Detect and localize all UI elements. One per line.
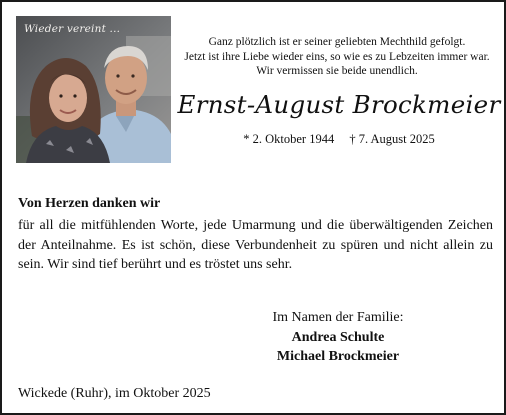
couple-photo-illustration: [16, 16, 171, 163]
death-date: † 7. August 2025: [349, 132, 435, 146]
signature-name: Michael Brockmeier: [276, 349, 400, 364]
photo-caption: Wieder vereint ...: [24, 23, 121, 35]
verse-line: Jetzt ist ihre Liebe wieder eins, so wie es zu Lebzeiten immer war.: [184, 50, 490, 63]
place-date: Wickede (Ruhr), im Oktober 2025: [18, 386, 211, 401]
verse-line: Wir vermissen sie beide unendlich.: [256, 65, 418, 77]
life-dates: [174, 132, 504, 147]
thanks-body: für all die mitfühlenden Worte, jede Umarmung und die überwältigenden Zeichen der Anteilnahme. Es ist schön, diese Verbundenheit zu spüren und nicht allein zu sein. Wir sind tief berührt und es tröstet uns sehr.: [18, 218, 493, 272]
deceased-name: Ernst-August Brockmeier: [177, 90, 501, 119]
signature-block: [238, 308, 438, 367]
couple-photo: [16, 16, 171, 163]
signature-intro: Im Namen der Familie:: [272, 310, 404, 325]
verse: [174, 35, 500, 79]
verse-line: Ganz plötzlich ist er seiner geliebten Mechthild gefolgt.: [208, 36, 466, 48]
birth-date: * 2. Oktober 1944: [243, 132, 335, 146]
signature-name: Andrea Schulte: [291, 329, 385, 345]
thanks-heading: Von Herzen danken wir: [18, 196, 161, 211]
